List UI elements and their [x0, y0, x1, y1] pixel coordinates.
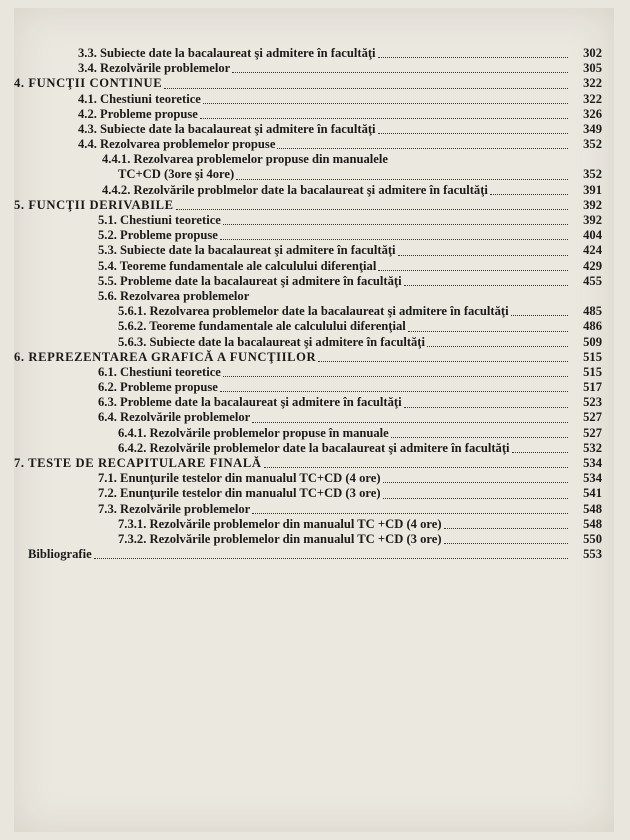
toc-page-number: 550: [583, 531, 602, 546]
toc-page-number: 553: [583, 547, 602, 562]
toc-page-number: 322: [583, 91, 602, 106]
toc-entry-title: 4.4.2. Rezolvările problmelor date la bacalaureat şi admitere în facultăţi: [102, 182, 488, 197]
toc-entry-title: 5.3. Subiecte date la bacalaureat şi admitere în facultăţi: [98, 243, 396, 258]
toc-page-number: 392: [583, 213, 602, 228]
toc-entry-row: [118, 441, 602, 456]
toc-entry-row: [98, 228, 602, 243]
toc-chapter-row: [14, 198, 602, 213]
dot-leader: [200, 106, 568, 119]
toc-entry-row: [98, 380, 602, 395]
dot-leader: [490, 182, 568, 195]
toc-entry-title: 4.4. Rezolvarea problemelor propuse: [78, 137, 276, 152]
toc-entry-title: 7.1. Enunţurile testelor din manualul TC+CD (4 ore): [98, 471, 381, 486]
toc-page-number: 424: [583, 243, 602, 258]
toc-entry-row: [118, 335, 602, 350]
toc-entry-row: [118, 426, 602, 441]
toc-entry-title: 3.4. Rezolvările problemelor: [78, 61, 231, 76]
toc-entry-row: [102, 183, 602, 198]
toc-page-number: 509: [583, 334, 602, 349]
toc-page-number: 352: [583, 137, 602, 152]
dot-leader: [427, 334, 568, 347]
toc-entry-row: [118, 319, 602, 334]
toc-page-number: 548: [583, 501, 602, 516]
toc-chapter-row: [14, 456, 602, 471]
dot-leader: [94, 546, 568, 559]
toc-page-number: 534: [583, 471, 602, 486]
toc-entry-title: 5.6.3. Subiecte date la bacalaureat şi admitere în facultăţi: [118, 334, 426, 349]
toc-entry-title: 6.4. Rezolvările problemelor: [98, 410, 251, 425]
toc-entry-title: 4.2. Probleme propuse: [78, 106, 198, 121]
toc-page-number: 485: [583, 304, 602, 319]
toc-entry-row: [78, 122, 602, 137]
toc-page-number: 532: [583, 440, 602, 455]
toc-page-number: 548: [583, 516, 602, 531]
dot-leader: [223, 364, 568, 377]
dot-leader: [251, 289, 568, 301]
toc-entry-row: [98, 243, 602, 258]
toc-page-number: 515: [583, 349, 602, 364]
dot-leader: [378, 121, 568, 134]
dot-leader: [220, 227, 568, 240]
dot-leader: [512, 440, 568, 453]
toc-entry-title: 5.2. Probleme propuse: [98, 228, 218, 243]
dot-leader: [236, 167, 568, 180]
toc-entry-title: 4. FUNCŢII CONTINUE: [14, 76, 163, 91]
dot-leader: [444, 516, 568, 529]
toc-entry-title: 5.6.2. Teoreme fundamentale ale calculului diferenţial: [118, 319, 406, 334]
dot-leader: [164, 76, 568, 89]
toc-entry-title: 3.3. Subiecte date la bacalaureat şi admitere în facultăţi: [78, 45, 376, 60]
toc-entry-title: 6.4.2. Rezolvările problemelor date la bacalaureat şi admitere în facultăţi: [118, 440, 510, 455]
toc-entry-row: [98, 471, 602, 486]
toc-page-number: 541: [583, 486, 602, 501]
dot-leader: [444, 531, 568, 544]
dot-leader: [408, 319, 568, 332]
toc-entry-title: 5.4. Teoreme fundamentale ale calculului diferenţial: [98, 258, 377, 273]
toc-entry-title: 4.3. Subiecte date la bacalaureat şi admitere în facultăţi: [78, 121, 376, 136]
toc-entry-title: TC+CD (3ore şi 4ore): [118, 167, 235, 182]
toc-page-number: 352: [583, 167, 602, 182]
dot-leader: [232, 60, 568, 73]
toc-page-number: 322: [583, 76, 602, 91]
toc-entry-row: [78, 137, 602, 152]
book-page: [14, 8, 614, 832]
toc-entry-row: [98, 486, 602, 501]
toc-entry-row: [98, 289, 602, 304]
toc-entry-title: Bibliografie: [28, 547, 92, 562]
dot-leader: [176, 197, 568, 210]
toc-entry-title: 7.3. Rezolvările problemelor: [98, 501, 251, 516]
dot-leader: [277, 136, 568, 149]
toc-page-number: 349: [583, 121, 602, 136]
toc-entry-row: [78, 61, 602, 76]
toc-entry-title: 5. FUNCŢII DERIVABILE: [14, 197, 174, 212]
toc-entry-title: 5.6.1. Rezolvarea problemelor date la bacalaureat şi admitere în facultăţi: [118, 304, 509, 319]
dot-leader: [391, 425, 568, 438]
toc-entry-title: 7.3.2. Rezolvările problemelor din manualul TC +CD (3 ore): [118, 531, 442, 546]
toc-entry-row: [98, 395, 602, 410]
toc-entry-title: 5.5. Probleme date la bacalaureat şi admitere în facultăţi: [98, 273, 402, 288]
toc-page-number: 534: [583, 456, 602, 471]
dot-leader: [383, 486, 568, 499]
toc-page-number: 392: [583, 197, 602, 212]
toc-page-number: 391: [583, 182, 602, 197]
toc-entry-row: [118, 517, 602, 532]
toc-entry-title: 5.1. Chestiuni teoretice: [98, 213, 221, 228]
toc-entry-row: [78, 107, 602, 122]
dot-leader: [390, 153, 568, 165]
toc-entry-row: [78, 46, 602, 61]
dot-leader: [264, 455, 568, 468]
dot-leader: [203, 91, 568, 104]
toc-entry-row: [118, 532, 602, 547]
toc-entry-row: [98, 274, 602, 289]
dot-leader: [223, 212, 568, 225]
toc-entry-title: 6.1. Chestiuni teoretice: [98, 364, 221, 379]
toc-entry-row: [98, 259, 602, 274]
toc-entry-title: 7. TESTE DE RECAPITULARE FINALĂ: [14, 456, 262, 471]
toc-page-number: 517: [583, 380, 602, 395]
dot-leader: [252, 410, 568, 423]
dot-leader: [378, 45, 568, 58]
toc-entry-title: 7.2. Enunţurile testelor din manualul TC+CD (3 ore): [98, 486, 381, 501]
toc-page-number: 527: [583, 425, 602, 440]
toc-page-number: 305: [583, 61, 602, 76]
toc-chapter-row: [14, 350, 602, 365]
toc-page-number: 429: [583, 258, 602, 273]
dot-leader: [318, 349, 568, 362]
toc-page-number: 404: [583, 228, 602, 243]
dot-leader: [378, 258, 568, 271]
toc-page-number: 455: [583, 273, 602, 288]
toc-entry-title: 6.2. Probleme propuse: [98, 380, 218, 395]
toc-page-number: 527: [583, 410, 602, 425]
toc-entry-title: 4.1. Chestiuni teoretice: [78, 91, 201, 106]
toc-page-number: 326: [583, 106, 602, 121]
toc-entry-row: [28, 547, 602, 562]
dot-leader: [404, 395, 568, 408]
table-of-contents: [14, 46, 614, 562]
toc-entry-row: [98, 502, 602, 517]
toc-entry-row: [118, 168, 602, 183]
toc-page-number: 486: [583, 319, 602, 334]
toc-entry-row: [98, 411, 602, 426]
toc-entry-title: 4.4.1. Rezolvarea problemelor propuse din manualele: [102, 152, 388, 167]
toc-chapter-row: [14, 76, 602, 91]
toc-page-number: 523: [583, 395, 602, 410]
dot-leader: [404, 273, 568, 286]
toc-page-number: 515: [583, 364, 602, 379]
toc-entry-row: [78, 92, 602, 107]
toc-entry-row: [102, 152, 602, 167]
toc-entry-row: [98, 365, 602, 380]
toc-entry-row: [98, 213, 602, 228]
dot-leader: [511, 303, 568, 316]
toc-entry-title: 6.4.1. Rezolvările problemelor propuse în manuale: [118, 425, 389, 440]
toc-entry-title: 6. REPREZENTAREA GRAFICĂ A FUNCŢIILOR: [14, 349, 317, 364]
dot-leader: [383, 470, 568, 483]
toc-entry-title: 6.3. Probleme date la bacalaureat şi admitere în facultăţi: [98, 395, 402, 410]
toc-entry-title: 7.3.1. Rezolvările problemelor din manualul TC +CD (4 ore): [118, 516, 442, 531]
toc-entry-title: 5.6. Rezolvarea problemelor: [98, 288, 250, 303]
toc-page-number: 302: [583, 45, 602, 60]
toc-entry-row: [118, 304, 602, 319]
dot-leader: [252, 501, 568, 514]
dot-leader: [398, 243, 568, 256]
dot-leader: [220, 379, 568, 392]
